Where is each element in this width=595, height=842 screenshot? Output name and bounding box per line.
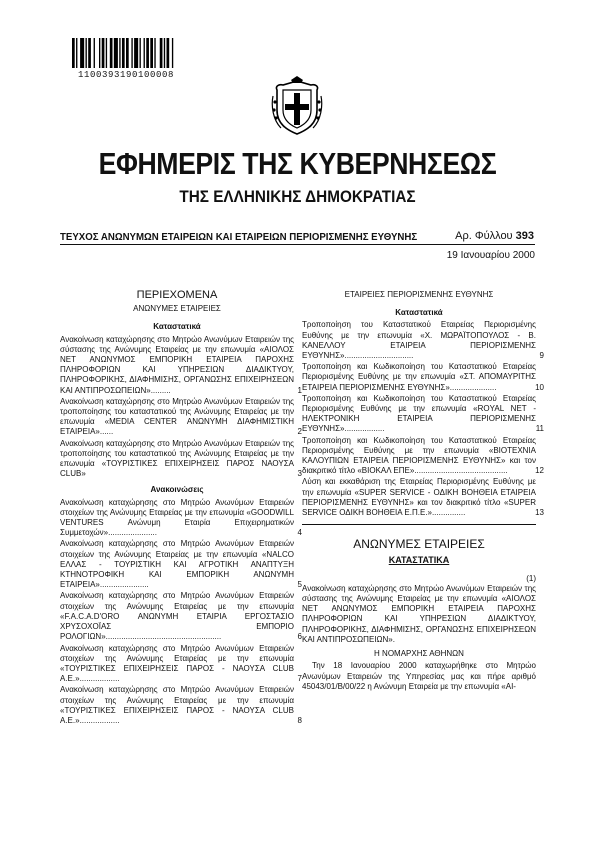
epe-entry-text: Τροποποίηση και Κωδικοποίηση του Καταστατικού Εταιρείας Περιορισμένης Ευθύνης με την επωνυμία «ROYAL NET - ΗΛΕΚΤΡΟΝΙΚΗ ΕΤΑΙΡΕΙΑ ΠΕΡΙΟΡΙΣΜΕΝΗΣ ΕΥΘΥΝΗΣ».................. [302,393,536,434]
announcement-entry [60,497,302,539]
epe-entry-page: 12 [535,466,544,476]
announcements-label: Ανακοινώσεις [150,485,204,495]
statutes-list [60,334,302,480]
body-paragraph: Την 18 Ιανουαρίου 2000 καταχωρήθηκε στο Μητρώο Ανωνύμων Εταιρειών της Υπηρεσίας μας και πήρε αριθμό 45043/01/Β/00/22 η Ανώνυμη Εταιρεία με την επωνυμία «ΑΙ- [302,661,536,691]
statute-entry-page: 1 [297,385,302,395]
statutes-label: Καταστατικά [153,322,201,332]
epe-entry [302,362,544,393]
epe-entry-text: Λύση και εκκαθάριση της Εταιρείας Περιορισμένης Ευθύνης με την επωνυμία «SUPER SERVICE - ΟΔΙΚΗ ΒΟΗΘΕΙΑ ΕΤΑΙΡΕΙΑ ΠΕΡΙΟΡΙΣΜΕΝΗΣ ΕΥΘΥΝΗΣ» και τον διακριτικό τίτλο «SUPER SERVICE ΟΔΙΚΗ ΒΟΗΘΕΙΑ Ε.Π.Ε.»............... [302,477,536,518]
epe-entry [302,477,544,518]
statute-entry-text: Ανακοίνωση καταχώρησης στο Μητρώο Ανωνύμων Εταιρειών της τροποποίησης του καταστατικού της Ανώνυμης Εταιρείας με την επωνυμία «ΤΟΥΡΙΣΤΙΚΕΣ ΕΠΙΧΕΙΡΗΣΕΙΣ ΠΑΡΟΣ ΝΑΟΥΣΑ CLUB» [60,438,294,479]
announcement-entry [60,539,302,590]
barcode-number: 1100393190100008 [78,70,175,80]
contents-right-column [302,290,544,692]
item-heading: Ανακοίνωση καταχώρησης στο Μητρώο Ανωνύμων Εταιρειών της σύστασης της Ανώνυμης Εταιρείας με την επωνυμία «ΑΙΟΛΟΣ ΝΕΤ ΑΝΩΝΥΜΟΣ ΕΜΠΟΡΙΚΗ ΕΤΑΙΡΕΙΑ ΠΑΡΟΧΗΣ ΠΛΗΡΟΦΟΡΙΩΝ ΚΑΙ ΥΠΗΡΕΣΙΩΝ ΔΙΑΔΙΚΤΥΟΥ, ΠΛΗΡΟΦΟΡΙΚΗΣ, ΔΙΑΦΗΜΙΣΗΣ, ΟΡΓΑΝΩΣΗΣ ΕΠΙΧΕΙΡΗΣΕΩΝ ΚΑΙ ΑΝΤΙΠΡΟΣΩΠΕΙΩΝ». [302,583,536,644]
epe-entry-text: Τροποποίηση και Κωδικοποίηση του Καταστατικού Εταιρείας Περιορισμένης Ευθύνης με την επωνυμία «ΒΙΟΤΕΧΝΙΑ ΚΑΛΟΥΠΙΩΝ ΕΤΑΙΡΕΙΑ ΠΕΡΙΟΡΙΣΜΕΝΗΣ ΕΥΘΥΝΗΣ» και τον διακριτικό τίτλο «ΒΙΟΚΑΛ ΕΠΕ».......................................... [302,435,536,476]
epe-entry-page: 9 [539,351,544,361]
body-subsection-title: ΚΑΤΑΣΤΑΤΙΚΑ [388,555,450,566]
gazette-title: ΕΦΗΜΕΡΙΣ ΤΗΣ ΚΥΒΕΡΝΗΣΕΩΣ [98,146,497,181]
announcement-entry-text: Ανακοίνωση καταχώρησης στο Μητρώο Ανωνύμων Εταιρειών στοιχείων της Ανώνυμης Εταιρείας με την επωνυμία «ΤΟΥΡΙΣΤΙΚΕΣ ΕΠΙΧΕΙΡΗΣΕΙΣ ΠΑΡΟΣ - ΝΑΟΥΣΑ CLUB A.E.».................. [60,685,294,725]
statute-entry [60,438,302,480]
epe-entry-text: Τροποποίηση του Καταστατικού Εταιρείας Περιορισμένης Ευθύνης με την επωνυμία «Χ. ΜΩΡΑΪΤΟΠΟΥΛΟΣ - Β. ΚΑΝΕΛΛΟΥ ΕΤΑΙΡΕΙΑ ΠΕΡΙΟΡΙΣΜΕΝΗΣ ΕΥΘΥΝΗΣ»............................... [302,320,536,361]
barcode [72,38,207,68]
right-entries-list [302,320,544,518]
series-label: ΤΕΥΧΟΣ ΑΝΩΝΥΜΩΝ ΕΤΑΙΡΕΙΩΝ ΚΑΙ ΕΤΑΙΡΕΙΩΝ ΠΕΡΙΟΡΙΣΜΕΝΗΣ ΕΥΘΥΝΗΣ [60,231,418,243]
sheet-number [455,230,534,242]
issue-date: 19 Ιανουαρίου 2000 [446,250,535,261]
statute-entry-page: 3 [297,469,302,479]
announcement-entry-page: 5 [297,580,302,590]
statute-entry-page: 2 [297,427,302,437]
announcement-entry-text: Ανακοίνωση καταχώρησης στο Μητρώο Ανωνύμων Εταιρειών στοιχείων της Ανώνυμης Εταιρείας με την επωνυμία «ΤΟΥΡΙΣΤΙΚΕΣ ΕΠΙΧΕΙΡΗΣΕΙΣ ΠΑΡΟΣ - ΝΑΟΥΣΑ CLUB A.E.».................. [60,643,294,684]
epe-entry [302,320,544,361]
epe-entry-text: Τροποποίηση και Κωδικοποίηση του Καταστατικού Εταιρείας Περιορισμένης Ευθύνης με την επωνυμία «ΣΤ. ΑΠΟΜΑΥΡΙΤΗΣ ΕΤΑΙΡΕΙΑ ΠΕΡΙΟΡΙΣΜΕΝΗΣ ΕΥΘΥΝΗΣ»..................... [302,362,536,392]
announcement-entry-page: 7 [297,674,302,684]
sheet-number-value: 393 [515,230,534,242]
sheet-label: Αρ. Φύλλου [455,230,513,242]
item-number: (1) [526,573,536,583]
statute-entry [60,396,302,438]
body-section-title: ΑΝΩΝΥΜΕΣ ΕΤΑΙΡΕΙΕΣ [353,537,485,552]
epe-entry [302,435,544,477]
greek-coat-of-arms-icon [269,76,325,136]
epe-entry-page: 10 [535,382,544,392]
contents-heading: ΠΕΡΙΕΧΟΜΕΝΑ [136,289,218,301]
statute-entry [60,334,302,396]
contents-left-column [60,289,302,727]
epe-entry-page: 13 [535,508,544,518]
announcement-entry-page: 6 [297,632,302,642]
gazette-subtitle: ΤΗΣ ΕΛΛΗΝΙΚΗΣ ΔΗΜΟΚΡΑΤΙΑΣ [179,187,416,206]
announcement-entry-text: Ανακοίνωση καταχώρησης στο Μητρώο Ανωνύμων Εταιρειών στοιχείων της Ανώνυμης Εταιρείας με την επωνυμία «F.A.C.A.D'ORO ΑΝΩΝΥΜΗ ΕΤΑΙΡΙΑ ΕΡΓΟΣΤΑΣΙΟ ΧΡΥΣΟΧΟΪΑΣ ΕΜΠΟΡΙΟ ΡΟΛΟΓΙΩΝ».................................................... [60,591,294,642]
announcement-entry-page: 8 [297,715,302,725]
epe-entry-page: 11 [535,424,544,434]
prefecture: Η ΝΟΜΑΡΧΗΣ ΑΘΗΝΩΝ [374,649,464,659]
announcement-entry-text: Ανακοίνωση καταχώρησης στο Μητρώο Ανωνύμων Εταιρειών στοιχείων της Ανώνυμης Εταιρείας με την επωνυμία «GOODWILL VENTURES Ανώνυμη Εταιρία Επιχειρηματικών Συμμετοχών»...................... [60,497,294,538]
announcement-entry [60,643,302,685]
contents-section-epe: ΕΤΑΙΡΕΙΕΣ ΠΕΡΙΟΡΙΣΜΕΝΗΣ ΕΥΘΥΝΗΣ [344,290,494,299]
statute-entry-text: Ανακοίνωση καταχώρησης στο Μητρώο Ανωνύμων Εταιρειών της σύστασης της Ανώνυμης Εταιρείας με την επωνυμία «ΑΙΟΛΟΣ ΝΕΤ ΑΝΩΝΥΜΟΣ ΕΜΠΟΡΙΚΗ ΕΤΑΙΡΕΙΑ ΠΑΡΟΧΗΣ ΠΛΗΡΟΦΟΡΙΩΝ ΚΑΙ ΥΠΗΡΕΣΙΩΝ ΔΙΑΔΙΚΤΥΟΥ, ΠΛΗΡΟΦΟΡΙΚΗΣ, ΔΙΑΦΗΜΙΣΗΣ, ΟΡΓΑΝΩΣΗΣ ΕΠΙΧΕΙΡΗΣΕΩΝ ΚΑΙ ΑΝΤΙΠΡΟΣΩΠΕΙΩΝ»......... [60,334,294,395]
announcement-entry-text: Ανακοίνωση καταχώρησης στο Μητρώο Ανωνύμων Εταιρειών στοιχείων της Ανώνυμης Εταιρείας με την επωνυμία «NALCO ΕΛΛΑΣ - ΤΟΥΡΙΣΤΙΚΗ ΚΑΙ ΑΓΡΟΤΙΚΗ ΑΝΑΠΤΥΞΗ ΚΤΗΝΟΤΡΟΦΙΚΗ ΚΑΙ ΕΜΠΟΡΙΚΗ ΑΝΩΝΥΜΗ ΕΤΑΙΡΕΙΑ»...................... [60,539,294,590]
announcement-entry [60,685,302,726]
announcements-list [60,497,302,726]
contents-section-ae: ΑΝΩΝΥΜΕΣ ΕΤΑΙΡΕΙΕΣ [133,304,221,314]
announcement-entry-page: 4 [297,528,302,538]
section-divider [302,524,536,525]
announcement-entry [60,591,302,642]
right-statutes-label: Καταστατικά [395,308,443,318]
statute-entry-text: Ανακοίνωση καταχώρησης στο Μητρώο Ανωνύμων Εταιρειών της τροποποίησης του καταστατικού της Ανώνυμης Εταιρείας με την επωνυμία «MEDIA CENTER ΑΝΩΝΥΜΗ ΔΙΑΦΗΜΙΣΤΙΚΗ ΕΤΑΙΡΕΙΑ»...... [60,396,294,437]
header-rule [60,244,535,245]
epe-entry [302,393,544,435]
